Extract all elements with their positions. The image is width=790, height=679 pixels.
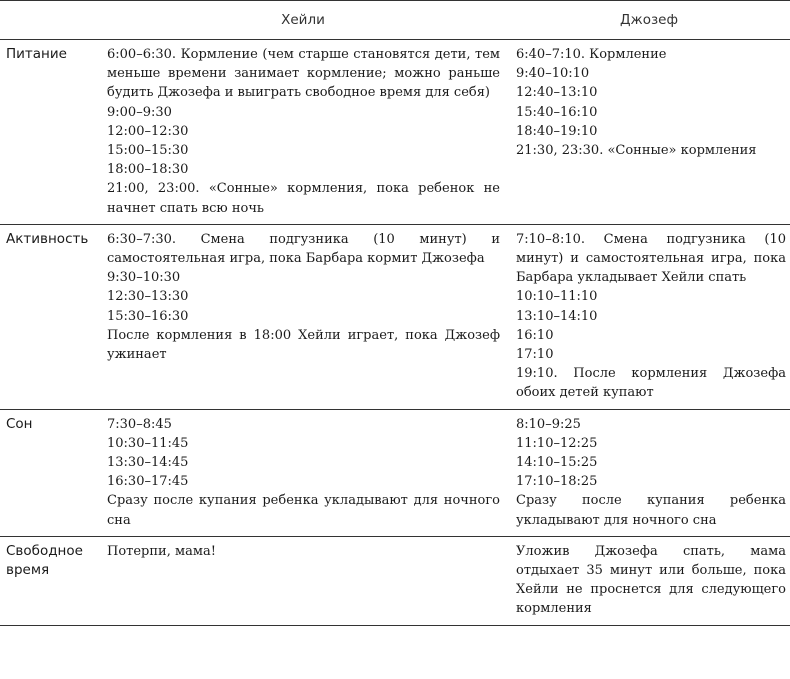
- row-free-time: [0, 536, 790, 625]
- entry: 9:30–10:30: [107, 270, 181, 286]
- entry: 8:10–9:25: [516, 416, 581, 432]
- entry: 14:10–15:25: [516, 455, 598, 471]
- header-row: [0, 1, 790, 40]
- entry: 17:10–18:25: [516, 474, 598, 490]
- entry: 9:40–10:10: [516, 66, 590, 82]
- entry: 15:00–15:30: [107, 143, 189, 159]
- cell-hayley-activity: [98, 224, 508, 409]
- entry: 21:30, 23:30. «Сонные» кормления: [516, 143, 757, 159]
- entry: 12:30–13:30: [107, 289, 189, 305]
- cell-joseph-activity: [508, 224, 790, 409]
- row-feeding: [0, 40, 790, 225]
- entry: 17:10: [516, 347, 554, 363]
- entry: 11:10–12:25: [516, 435, 598, 451]
- entry: 13:30–14:45: [107, 455, 189, 471]
- entry: 16:30–17:45: [107, 474, 189, 490]
- cell-joseph-sleep: [508, 409, 790, 536]
- entry: Сразу после купания ребенка укладывают для ночного сна: [107, 493, 500, 528]
- entry: Потерпи, мама!: [107, 543, 216, 559]
- entry: Уложив Джозефа спать, мама отдыхает 35 минут или больше, пока Хейли не проснется для следующего кормления: [516, 543, 786, 617]
- entry: 15:30–16:30: [107, 308, 189, 324]
- row-label-free-time: Свободное время: [0, 536, 98, 625]
- entry: 16:10: [516, 327, 554, 343]
- entry: 12:00–12:30: [107, 123, 189, 139]
- row-activity: [0, 224, 790, 409]
- entry: 18:00–18:30: [107, 162, 189, 178]
- entry: 9:00–9:30: [107, 104, 172, 120]
- entry: 19:10. После кормления Джозефа обоих детей купают: [516, 366, 786, 401]
- entry: 7:10–8:10. Смена подгузника (10 минут) и самостоятельная игра, пока Барбара укладывает Хейли спать: [516, 231, 786, 286]
- entry: 18:40–19:10: [516, 123, 598, 139]
- entry: 7:30–8:45: [107, 416, 172, 432]
- entry: 12:40–13:10: [516, 85, 598, 101]
- entry: 13:10–14:10: [516, 308, 598, 324]
- row-label-feeding: Питание: [0, 40, 98, 225]
- cell-joseph-feeding: [508, 40, 790, 225]
- header-hayley: Хейли: [98, 1, 508, 40]
- row-sleep: [0, 409, 790, 536]
- entry: 21:00, 23:00. «Сонные» кормления, пока ребенок не начнет спать всю ночь: [107, 181, 500, 216]
- entry: Сразу после купания ребенка укладывают для ночного сна: [516, 493, 786, 528]
- entry: 10:30–11:45: [107, 435, 189, 451]
- row-label-activity: Активность: [0, 224, 98, 409]
- entry: 15:40–16:10: [516, 104, 598, 120]
- entry: 6:40–7:10. Кормление: [516, 47, 667, 62]
- cell-hayley-sleep: [98, 409, 508, 536]
- entry: После кормления в 18:00 Хейли играет, пока Джозеф ужинает: [107, 327, 500, 363]
- entry: 6:30–7:30. Смена подгузника (10 минут) и самостоятельная игра, пока Барбара кормит Джозефа: [107, 231, 500, 267]
- entry: 6:00–6:30. Кормление (чем старше становятся дети, тем меньше времени занимает кормление; можно раньше будить Джозефа и выиграть свободное время для себя): [107, 47, 500, 101]
- row-label-sleep: Сон: [0, 409, 98, 536]
- entry: 10:10–11:10: [516, 289, 598, 305]
- cell-hayley-feeding: [98, 40, 508, 225]
- cell-hayley-free-time: [98, 536, 508, 625]
- cell-joseph-free-time: [508, 536, 790, 625]
- header-joseph: Джозеф: [508, 1, 790, 40]
- header-category: [0, 1, 98, 40]
